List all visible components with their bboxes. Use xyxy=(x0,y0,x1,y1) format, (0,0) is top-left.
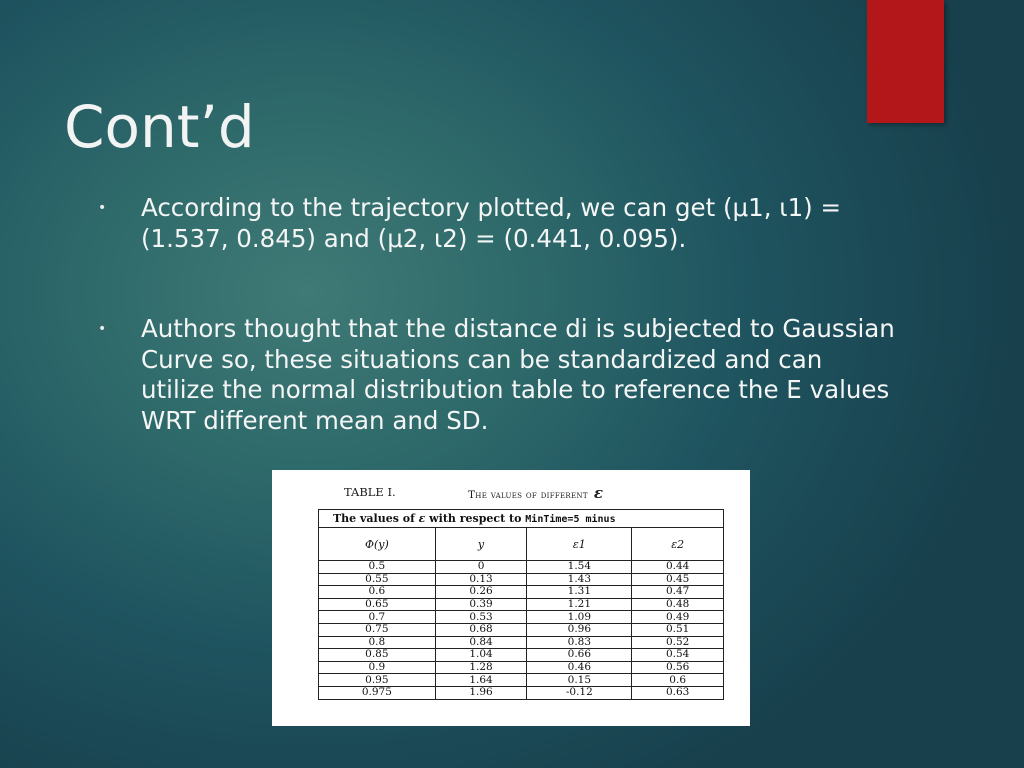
bullet-marker: • xyxy=(98,200,107,216)
table-row xyxy=(319,686,724,699)
table-cell: 0.15 xyxy=(527,674,632,687)
table-cell: 1.54 xyxy=(527,561,632,574)
column-header-row xyxy=(319,528,724,561)
table-cell: 0.7 xyxy=(319,611,436,624)
table-cell: 0.56 xyxy=(632,661,724,674)
table-cell: 0.84 xyxy=(435,636,527,649)
table-cell: 0.83 xyxy=(527,636,632,649)
table-body xyxy=(319,561,724,700)
table-header-suffix: with respect to xyxy=(429,512,522,525)
table-cell: 0.63 xyxy=(632,686,724,699)
table-header xyxy=(319,510,724,528)
table-row xyxy=(319,561,724,574)
table-row xyxy=(319,636,724,649)
table-row xyxy=(319,598,724,611)
column-header-epsilon1: ε1 xyxy=(527,528,632,561)
table-cell: 0.53 xyxy=(435,611,527,624)
table-header-row xyxy=(319,510,724,528)
table-row xyxy=(319,649,724,662)
table-cell: 0.46 xyxy=(527,661,632,674)
table-cell: 0.975 xyxy=(319,686,436,699)
table-cell: 0.96 xyxy=(527,623,632,636)
table-cell: 1.31 xyxy=(527,586,632,599)
column-header-y: y xyxy=(435,528,527,561)
table-cell: 1.64 xyxy=(435,674,527,687)
table-row xyxy=(319,611,724,624)
slide-title: Cont’d xyxy=(64,93,255,161)
table-cell: 0.48 xyxy=(632,598,724,611)
epsilon-symbol: ε xyxy=(593,484,604,502)
table-cell: 1.04 xyxy=(435,649,527,662)
table-cell: 0.65 xyxy=(319,598,436,611)
table-cell: 0.6 xyxy=(632,674,724,687)
bullet-list xyxy=(98,193,898,436)
table-image xyxy=(272,470,750,726)
table-row xyxy=(319,573,724,586)
table-caption-text: The values of different xyxy=(468,489,588,501)
table-caption-title xyxy=(468,484,603,502)
table-cell: 0.44 xyxy=(632,561,724,574)
table-cell: 0.5 xyxy=(319,561,436,574)
table-cell: 0.51 xyxy=(632,623,724,636)
table-cell: 0.49 xyxy=(632,611,724,624)
table-cell: 0.45 xyxy=(632,573,724,586)
table-cell: 0.6 xyxy=(319,586,436,599)
bullet-marker: • xyxy=(98,321,107,337)
bullet-text: According to the trajectory plotted, we can get (μ1, ι1) = (1.537, 0.845) and (μ2, ι2) = (0.441, 0.095). xyxy=(141,193,842,253)
table-cell: 0.85 xyxy=(319,649,436,662)
column-header-phi: Φ(y) xyxy=(319,528,436,561)
table-cell: 0 xyxy=(435,561,527,574)
table-cell: 1.43 xyxy=(527,573,632,586)
column-header-epsilon2: ε2 xyxy=(632,528,724,561)
table-caption-label: TABLE I. xyxy=(344,485,396,499)
table-cell: 1.28 xyxy=(435,661,527,674)
table-cell: 0.55 xyxy=(319,573,436,586)
table-header-mintime: MinTime=5 minus xyxy=(525,514,616,525)
bullet-item xyxy=(98,193,898,254)
table-row xyxy=(319,586,724,599)
table-cell: 0.68 xyxy=(435,623,527,636)
table-cell: 1.96 xyxy=(435,686,527,699)
table-cell: 0.26 xyxy=(435,586,527,599)
table-cell: 1.09 xyxy=(527,611,632,624)
table-cell: 0.9 xyxy=(319,661,436,674)
table-cell: 0.66 xyxy=(527,649,632,662)
table-cell: 0.13 xyxy=(435,573,527,586)
values-table xyxy=(318,509,724,700)
table-cell: 0.52 xyxy=(632,636,724,649)
table-cell: 0.8 xyxy=(319,636,436,649)
epsilon-symbol: ε xyxy=(418,512,426,525)
table-cell: 0.39 xyxy=(435,598,527,611)
table-row xyxy=(319,674,724,687)
table-cell: 0.47 xyxy=(632,586,724,599)
table-cell: 1.21 xyxy=(527,598,632,611)
table-header-prefix: The values of xyxy=(333,512,415,525)
table-cell: -0.12 xyxy=(527,686,632,699)
table-row xyxy=(319,623,724,636)
table-row xyxy=(319,661,724,674)
table-cell: 0.95 xyxy=(319,674,436,687)
accent-bar xyxy=(867,0,944,123)
table-cell: 0.54 xyxy=(632,649,724,662)
bullet-text: Authors thought that the distance di is subjected to Gaussian Curve so, these situations can be standardized and can utilize the normal distribution table to reference the E values WRT different mean and SD. xyxy=(141,314,895,435)
table-cell: 0.75 xyxy=(319,623,436,636)
bullet-item xyxy=(98,314,898,436)
